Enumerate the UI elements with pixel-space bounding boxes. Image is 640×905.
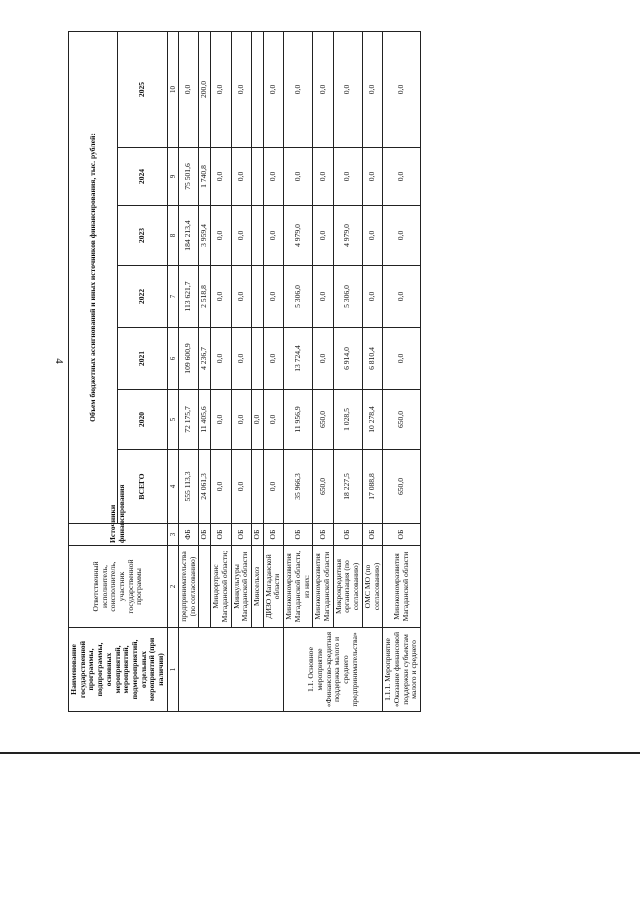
- value-cell: 0,0: [211, 148, 231, 206]
- value-cell: 113 621,7: [178, 266, 198, 328]
- column-number: 9: [167, 148, 178, 206]
- value-cell: 0,0: [263, 328, 283, 390]
- header-year: 2024: [118, 148, 167, 206]
- executor-cell: Минсельхоз: [251, 546, 263, 628]
- value-cell: 0,0: [263, 206, 283, 266]
- value-cell: 0,0: [313, 328, 333, 390]
- table-row: [263, 31, 283, 711]
- source-cell: ОБ: [263, 524, 283, 546]
- value-cell: 0,0: [362, 148, 382, 206]
- value-cell: 0,0: [313, 206, 333, 266]
- header-year: 2025: [118, 31, 167, 147]
- value-cell: 4 236,7: [199, 328, 211, 390]
- value-cell: 109 600,9: [178, 328, 198, 390]
- executor-cell: предпринимательства (по согласованию): [178, 546, 198, 628]
- header-year: 2022: [118, 266, 167, 328]
- value-cell: 0,0: [263, 31, 283, 147]
- rotated-table-wrapper: [68, 32, 634, 712]
- source-cell: ОБ: [251, 524, 263, 546]
- value-cell: 0,0: [383, 266, 421, 328]
- source-cell: ОБ: [383, 524, 421, 546]
- value-cell: 0,0: [284, 148, 313, 206]
- value-cell: [251, 31, 263, 147]
- divider-line: [0, 752, 640, 754]
- source-cell: ФБ: [178, 524, 198, 546]
- value-cell: 0,0: [231, 266, 251, 328]
- value-cell: 0,0: [263, 148, 283, 206]
- header-name: Наименование государственной программы, подпрограммы, основных мероприятий, мероприятий, подмероприятий, отдельных мероприятий (при наличии): [69, 628, 168, 712]
- value-cell: 75 501,6: [178, 148, 198, 206]
- value-cell: 650,0: [313, 390, 333, 450]
- column-number: 10: [167, 31, 178, 147]
- executor-cell: Микрокредитная организация (по согласованию): [333, 546, 362, 628]
- executor-cell: Минкультуры Магаданской области: [231, 546, 251, 628]
- value-cell: 2 518,8: [199, 266, 211, 328]
- source-cell: ОБ: [211, 524, 231, 546]
- value-cell: 24 061,3: [199, 450, 211, 524]
- column-number: 8: [167, 206, 178, 266]
- table-row: [231, 31, 251, 711]
- header-year: 2023: [118, 206, 167, 266]
- value-cell: 0,0: [333, 31, 362, 147]
- column-number: 5: [167, 390, 178, 450]
- value-cell: 0,0: [231, 390, 251, 450]
- header-year: 2020: [118, 390, 167, 450]
- value-cell: 0,0: [231, 206, 251, 266]
- value-cell: 0,0: [333, 148, 362, 206]
- row-name-cell: [178, 628, 283, 712]
- table-row: [313, 31, 333, 711]
- header-source: Источники финансирования: [69, 524, 168, 546]
- value-cell: 0,0: [231, 148, 251, 206]
- value-cell: [251, 450, 263, 524]
- executor-cell: Минэкономразвития Магаданской области, из них:: [284, 546, 313, 628]
- source-cell: ОБ: [362, 524, 382, 546]
- header-year: ВСЕГО: [118, 450, 167, 524]
- value-cell: 17 088,8: [362, 450, 382, 524]
- value-cell: 10 278,4: [362, 390, 382, 450]
- value-cell: 555 113,3: [178, 450, 198, 524]
- table-row: [284, 31, 313, 711]
- executor-cell: Минэкономразвития Магаданской области: [313, 546, 333, 628]
- value-cell: 13 724,4: [284, 328, 313, 390]
- executor-cell: Минэкономразвития Магаданской области: [383, 546, 421, 628]
- table-row: [199, 31, 211, 711]
- row-name-cell: 1.1.1. Мероприятие «Оказание финансовой поддержки субъектам малого и среднего: [383, 628, 421, 712]
- value-cell: 0,0: [251, 390, 263, 450]
- value-cell: 200,0: [199, 31, 211, 147]
- table-row: [178, 31, 198, 711]
- value-cell: 0,0: [211, 31, 231, 147]
- value-cell: 0,0: [211, 266, 231, 328]
- executor-cell: ДИЗО Магаданской области: [263, 546, 283, 628]
- value-cell: 650,0: [383, 450, 421, 524]
- value-cell: 5 306,0: [284, 266, 313, 328]
- column-number: 3: [167, 524, 178, 546]
- value-cell: 0,0: [313, 266, 333, 328]
- table-row: [333, 31, 362, 711]
- source-cell: ОБ: [333, 524, 362, 546]
- value-cell: 0,0: [211, 206, 231, 266]
- financing-table: [68, 31, 421, 712]
- value-cell: 6 810,4: [362, 328, 382, 390]
- value-cell: 0,0: [313, 31, 333, 147]
- value-cell: 0,0: [263, 450, 283, 524]
- value-cell: 0,0: [383, 148, 421, 206]
- value-cell: 35 966,3: [284, 450, 313, 524]
- value-cell: 650,0: [313, 450, 333, 524]
- value-cell: 0,0: [284, 31, 313, 147]
- column-number: 6: [167, 328, 178, 390]
- value-cell: 4 979,0: [333, 206, 362, 266]
- value-cell: [251, 206, 263, 266]
- value-cell: 11 405,6: [199, 390, 211, 450]
- table-row: [251, 31, 263, 711]
- header-executor: Ответственный исполнитель, соисполнитель, участник государственной программы: [69, 546, 168, 628]
- table-row: [211, 31, 231, 711]
- executor-cell: ОМС МО (по согласованию): [362, 546, 382, 628]
- value-cell: 0,0: [231, 328, 251, 390]
- value-cell: 0,0: [231, 450, 251, 524]
- value-cell: [251, 266, 263, 328]
- header-year: 2021: [118, 328, 167, 390]
- source-cell: ОБ: [231, 524, 251, 546]
- value-cell: 0,0: [383, 206, 421, 266]
- value-cell: 0,0: [231, 31, 251, 147]
- row-name-cell: 1.1. Основное мероприятие «Финансово-кредитная поддержка малого и среднего предпринимательства»: [284, 628, 383, 712]
- table-row: [383, 31, 421, 711]
- value-cell: 0,0: [383, 328, 421, 390]
- value-cell: 3 959,4: [199, 206, 211, 266]
- value-cell: 0,0: [211, 450, 231, 524]
- value-cell: 0,0: [362, 266, 382, 328]
- value-cell: 0,0: [211, 390, 231, 450]
- source-cell: ОБ: [199, 524, 211, 546]
- page-number: 4: [52, 358, 65, 364]
- value-cell: 184 213,4: [178, 206, 198, 266]
- value-cell: 0,0: [313, 148, 333, 206]
- value-cell: 11 956,9: [284, 390, 313, 450]
- value-cell: 72 175,7: [178, 390, 198, 450]
- executor-cell: Миндортранс Магаданской области;: [211, 546, 231, 628]
- value-cell: [251, 328, 263, 390]
- value-cell: 1 740,8: [199, 148, 211, 206]
- value-cell: 4 979,0: [284, 206, 313, 266]
- value-cell: 0,0: [263, 266, 283, 328]
- value-cell: 1 028,5: [333, 390, 362, 450]
- executor-cell: [199, 546, 211, 628]
- value-cell: 0,0: [362, 206, 382, 266]
- value-cell: 0,0: [211, 328, 231, 390]
- column-number: 4: [167, 450, 178, 524]
- value-cell: 650,0: [383, 390, 421, 450]
- value-cell: 18 227,5: [333, 450, 362, 524]
- table-row: [362, 31, 382, 711]
- value-cell: 0,0: [383, 31, 421, 147]
- value-cell: 5 306,0: [333, 266, 362, 328]
- column-number: 7: [167, 266, 178, 328]
- value-cell: 0,0: [263, 390, 283, 450]
- value-cell: 6 914,0: [333, 328, 362, 390]
- value-cell: 0,0: [362, 31, 382, 147]
- value-cell: [251, 148, 263, 206]
- value-cell: 0,0: [178, 31, 198, 147]
- source-cell: ОБ: [284, 524, 313, 546]
- source-cell: ОБ: [313, 524, 333, 546]
- header-group: Объем бюджетных ассигнований и иных источников финансирования, тыс. рублей:: [69, 31, 118, 523]
- column-number: 2: [167, 546, 178, 628]
- column-number: 1: [167, 628, 178, 712]
